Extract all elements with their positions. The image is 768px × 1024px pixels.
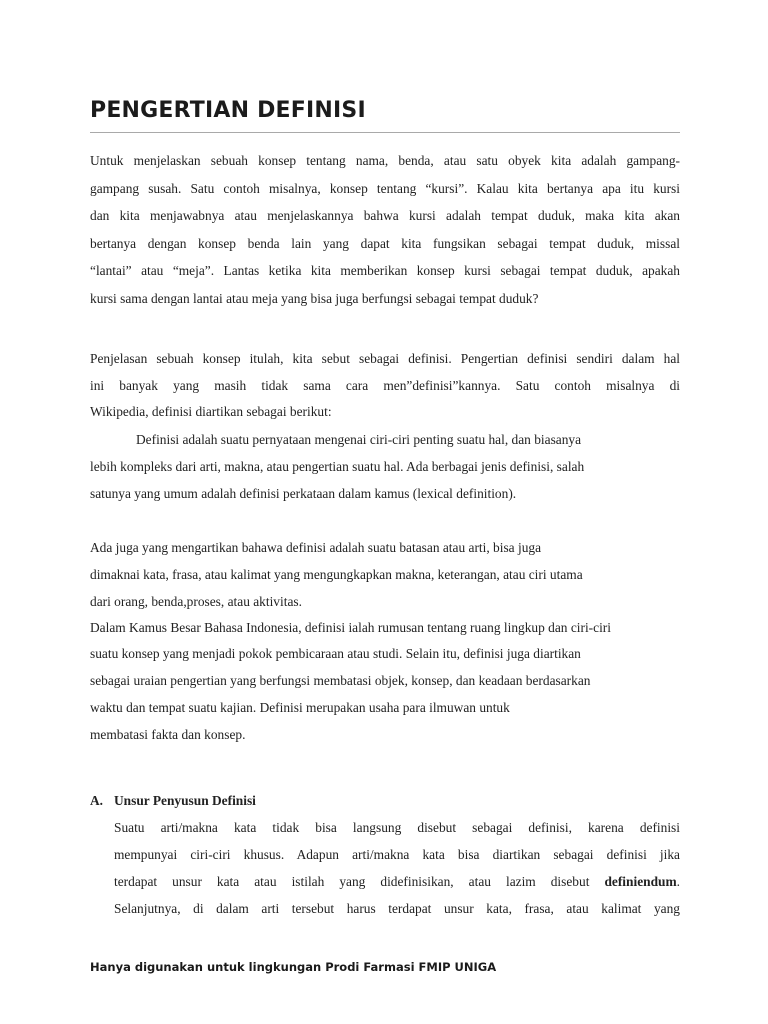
paragraph-line: waktu dan tempat suatu kajian. Definisi merupakan usaha para ilmuwan untuk [90,699,510,715]
paragraph-line: “lantai” atau “meja”. Lantas ketika kita memberikan konsep kursi sebagai tempat duduk, apakah [90,263,680,278]
section-heading [90,787,680,814]
paragraph-line: ini banyak yang masih tidak sama cara men”definisi”kannya. Satu contoh misalnya di [90,377,680,393]
paragraph-line: membatasi fakta dan konsep. [90,726,246,742]
term-definiendum: definiendum [604,874,677,890]
section-line-end: . [676,874,680,890]
paragraph-line: Dalam Kamus Besar Bahasa Indonesia, definisi ialah rumusan tentang ruang lingkup dan ciri-ciri [90,619,611,635]
paragraph-definition-concept [90,346,680,426]
paragraph-line: dari orang, benda,proses, atau aktivitas. [90,593,302,609]
paragraph-line: kursi sama dengan lantai atau meja yang bisa juga berfungsi sebagai tempat duduk? [90,290,539,306]
paragraph-line: dan kita menjawabnya atau menjelaskannya bahwa kursi adalah tempat duduk, maka kita akan [90,208,680,223]
paragraph-line: suatu konsep yang menjadi pokok pembicaraan atau studi. Selain itu, definisi juga diartikan [90,646,581,662]
paragraph-intro [90,147,680,312]
quote-line: satunya yang umum adalah definisi perkataan dalam kamus (lexical definition). [90,485,517,501]
paragraph-line: Wikipedia, definisi diartikan sebagai berikut: [90,404,332,419]
section-line: mempunyai ciri-ciri khusus. Adapun arti/makna kata bisa diartikan sebagai definisi jika [114,847,680,863]
quote-line: Definisi adalah suatu pernyataan mengenai ciri-ciri penting suatu hal, dan biasanya [136,431,582,447]
paragraph-line: Penjelasan sebuah konsep itulah, kita sebut sebagai definisi. Pengertian definisi sendiri dalam hal [90,351,680,366]
page-title: PENGERTIAN DEFINISI [90,96,680,133]
paragraph-line: bertanya dengan konsep benda lain yang dapat kita fungsikan sebagai tempat duduk, missal [90,235,680,251]
document-page [90,96,680,922]
section-line: Selanjutnya, di dalam arti tersebut harus terdapat unsur kata, frasa, atau kalimat yang [114,901,680,917]
section-body [114,814,680,922]
paragraph-line: Ada juga yang mengartikan bahawa definisi adalah suatu batasan atau arti, bisa juga [90,539,542,555]
paragraph-line: gampang susah. Satu contoh misalnya, konsep tentang “kursi”. Kalau kita bertanya apa itu kursi [90,180,680,196]
paragraph-line: sebagai uraian pengertian yang berfungsi membatasi objek, konsep, dan keadaan berdasarkan [90,673,591,689]
paragraph-kbbi [90,615,680,749]
section-heading-text: Unsur Penyusun Definisi [114,793,256,809]
paragraph-line: Untuk menjelaskan sebuah konsep tentang nama, benda, atau satu obyek kita adalah gampang- [90,153,680,168]
section-line-text: terdapat unsur kata atau istilah yang didefinisikan, atau lazim disebut [114,874,605,890]
section-line [114,868,680,895]
paragraph-alternative-meaning [90,534,680,615]
section-line: Suatu arti/makna kata tidak bisa langsung disebut sebagai definisi, karena definisi [114,820,680,836]
quote-wikipedia [90,426,680,507]
quote-line: lebih kompleks dari arti, makna, atau pengertian suatu hal. Ada berbagai jenis definisi, salah [90,458,585,474]
paragraph-line: dimaknai kata, frasa, atau kalimat yang mengungkapkan makna, keterangan, atau ciri utama [90,566,583,582]
section-number: A. [90,793,104,809]
page-footer: Hanya digunakan untuk lingkungan Prodi Farmasi FMIP UNIGA [90,960,497,974]
